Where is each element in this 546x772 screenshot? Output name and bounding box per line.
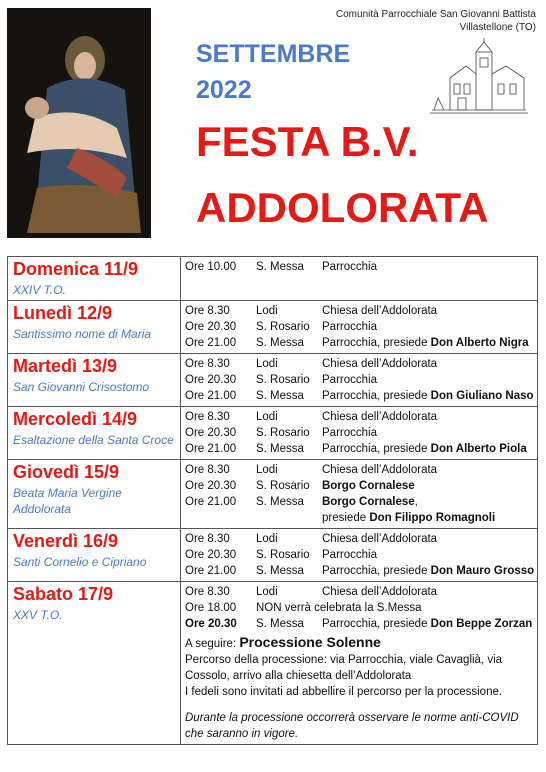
event-line	[185, 388, 533, 404]
day-cell	[8, 301, 181, 354]
event-place	[322, 441, 533, 457]
saint-of-day: Beata Maria Vergine Addolorata	[13, 486, 122, 516]
place-text: Borgo Cornalese	[322, 496, 415, 508]
day-name: Sabato 17/9	[13, 584, 114, 604]
event-time: Ore 10.00	[185, 261, 237, 273]
event-time: Ore 20.30	[185, 427, 237, 439]
events-cell	[181, 257, 538, 301]
month-heading: SETTEMBRE	[196, 40, 351, 68]
feast-title-line2: ADDOLORATA	[196, 184, 489, 231]
parish-name: Comunità Parrocchiale San Giovanni Battista	[335, 9, 536, 20]
event-line	[185, 356, 533, 372]
event-notice: NON verrà celebrata la S.Messa	[256, 602, 422, 614]
event-type: Lodi	[256, 464, 278, 476]
event-line	[185, 259, 533, 275]
event-place: Parrocchia	[322, 427, 377, 439]
day-cell	[8, 582, 181, 745]
event-time: Ore 20.30	[185, 480, 237, 492]
schedule-table	[7, 256, 538, 745]
event-place: Chiesa dell’Addolorata	[322, 358, 438, 370]
presider-name: Don Giuliano Naso	[430, 390, 534, 402]
event-time: Ore 21.00	[185, 390, 237, 402]
event-line	[185, 494, 533, 510]
event-place: Parrocchia	[322, 321, 377, 333]
event-type: S. Messa	[256, 443, 304, 455]
table-row	[8, 257, 538, 301]
table-row	[8, 407, 538, 460]
event-line	[185, 425, 533, 441]
feast-title-line1: FESTA B.V.	[196, 118, 419, 165]
event-type: Lodi	[256, 586, 278, 598]
table-row	[8, 460, 538, 529]
event-type: Lodi	[256, 305, 278, 317]
event-time: Ore 8.30	[185, 586, 230, 598]
event-line	[185, 303, 533, 319]
event-type: S. Rosario	[256, 374, 310, 386]
day-cell	[8, 354, 181, 407]
event-type: S. Messa	[256, 337, 304, 349]
event-place	[322, 616, 533, 632]
procession-invite: I fedeli sono invitati ad abbellire il percorso per la processione.	[185, 686, 503, 698]
event-type: S. Rosario	[256, 549, 310, 561]
event-line	[185, 531, 533, 547]
liturgical-note: XXIV T.O.	[13, 283, 66, 297]
table-row	[8, 582, 538, 745]
event-type: S. Messa	[256, 618, 304, 630]
event-line	[185, 462, 533, 478]
event-line	[185, 372, 533, 388]
day-cell	[8, 257, 181, 301]
presider-name: Don Alberto Piola	[430, 443, 527, 455]
event-place: Chiesa dell’Addolorata	[322, 464, 438, 476]
place-text: Parrocchia, presiede	[322, 618, 431, 630]
presider-line	[185, 510, 533, 526]
presider-name: Don Filippo Romagnoli	[369, 512, 496, 524]
day-cell	[8, 407, 181, 460]
events-cell	[181, 582, 538, 745]
event-type: Lodi	[256, 358, 278, 370]
liturgical-note: XXV T.O.	[13, 608, 63, 622]
events-cell	[181, 354, 538, 407]
place-text: Parrocchia, presiede	[322, 565, 431, 577]
covid-note: Durante la processione occorrerà osservare le norme anti-COVID che saranno in vigore.	[185, 712, 519, 740]
event-time: Ore 8.30	[185, 464, 230, 476]
parish-header	[336, 8, 536, 34]
event-time: Ore 20.30	[185, 321, 237, 333]
day-name: Venerdì 16/9	[13, 531, 119, 551]
saint-of-day: Santissimo nome di Maria	[13, 327, 152, 341]
events-cell	[181, 407, 538, 460]
event-time: Ore 8.30	[185, 411, 230, 423]
year-heading: 2022	[196, 76, 252, 104]
event-type: Lodi	[256, 411, 278, 423]
day-cell	[8, 529, 181, 582]
event-time: Ore 21.00	[185, 337, 237, 349]
event-line	[185, 319, 533, 335]
event-line	[185, 584, 533, 600]
event-time: Ore 18.00	[185, 602, 237, 614]
saint-of-day: Santi Cornelio e Cipriano	[13, 555, 147, 569]
day-name: Mercoledì 14/9	[13, 409, 138, 429]
event-line	[185, 563, 533, 579]
presider-name: Don Beppe Zorzan	[430, 618, 533, 630]
event-place: Parrocchia	[322, 374, 377, 386]
event-place: Parrocchia	[322, 261, 377, 273]
event-time: Ore 8.30	[185, 358, 230, 370]
event-time: Ore 8.30	[185, 533, 230, 545]
presider-prefix: presiede	[322, 512, 370, 524]
place-text: Parrocchia, presiede	[322, 337, 431, 349]
event-place: Borgo Cornalese,	[322, 496, 418, 508]
procession-route: Percorso della processione: via Parrocchia, viale Cavaglià, via Cossolo, arrivo alla chiesetta dell’Addolorata	[185, 654, 503, 682]
event-time: Ore 20.30	[185, 549, 237, 561]
event-line	[185, 547, 533, 563]
event-place: Borgo Cornalese	[322, 480, 415, 492]
table-row	[8, 354, 538, 407]
events-cell	[181, 529, 538, 582]
event-place: Chiesa dell’Addolorata	[322, 305, 438, 317]
event-time: Ore 21.00	[185, 496, 237, 508]
event-place	[322, 335, 533, 351]
event-place: Chiesa dell’Addolorata	[322, 586, 438, 598]
events-cell	[181, 460, 538, 529]
event-place	[322, 388, 534, 404]
event-type: S. Messa	[256, 390, 304, 402]
event-line	[185, 409, 533, 425]
day-name: Giovedì 15/9	[13, 462, 120, 482]
event-place: Chiesa dell’Addolorata	[322, 411, 438, 423]
day-name: Domenica 11/9	[13, 259, 139, 279]
procession-heading	[185, 634, 533, 652]
presider-name: Don Mauro Grosso	[430, 565, 535, 577]
event-line	[185, 335, 533, 351]
event-place	[322, 563, 534, 579]
place-text: Parrocchia, presiede	[322, 443, 431, 455]
event-type: Lodi	[256, 533, 278, 545]
presider-name: Don Alberto Nigra	[430, 337, 529, 349]
event-line	[185, 478, 533, 494]
event-type: S. Messa	[256, 565, 304, 577]
event-time: Ore 8.30	[185, 305, 230, 317]
church-drawing-icon	[428, 38, 528, 116]
day-name: Lunedì 12/9	[13, 303, 113, 323]
event-place: Parrocchia	[322, 549, 377, 561]
parish-town: Villastellone (TO)	[459, 22, 536, 33]
event-type: S. Rosario	[256, 480, 310, 492]
event-type: S. Messa	[256, 261, 304, 273]
event-line	[185, 600, 533, 616]
saint-of-day: Esaltazione della Santa Croce	[13, 433, 174, 447]
event-line	[185, 616, 533, 632]
table-row	[8, 301, 538, 354]
event-time: Ore 21.00	[185, 565, 237, 577]
event-type: S. Rosario	[256, 427, 310, 439]
table-row	[8, 529, 538, 582]
saint-of-day: San Giovanni Crisostomo	[13, 380, 150, 394]
event-place: Chiesa dell’Addolorata	[322, 533, 438, 545]
place-text: Parrocchia, presiede	[322, 390, 431, 402]
event-time: Ore 20.30	[185, 374, 237, 386]
event-time: Ore 20.30	[185, 618, 237, 630]
pieta-statue-image	[7, 8, 151, 238]
procession-title: Processione Solenne	[239, 634, 381, 650]
seguire-label: A seguire:	[185, 638, 240, 650]
event-time: Ore 21.00	[185, 443, 237, 455]
events-cell	[181, 301, 538, 354]
event-type: S. Rosario	[256, 321, 310, 333]
event-line	[185, 441, 533, 457]
day-cell	[8, 460, 181, 529]
day-name: Martedì 13/9	[13, 356, 118, 376]
event-type: S. Messa	[256, 496, 304, 508]
